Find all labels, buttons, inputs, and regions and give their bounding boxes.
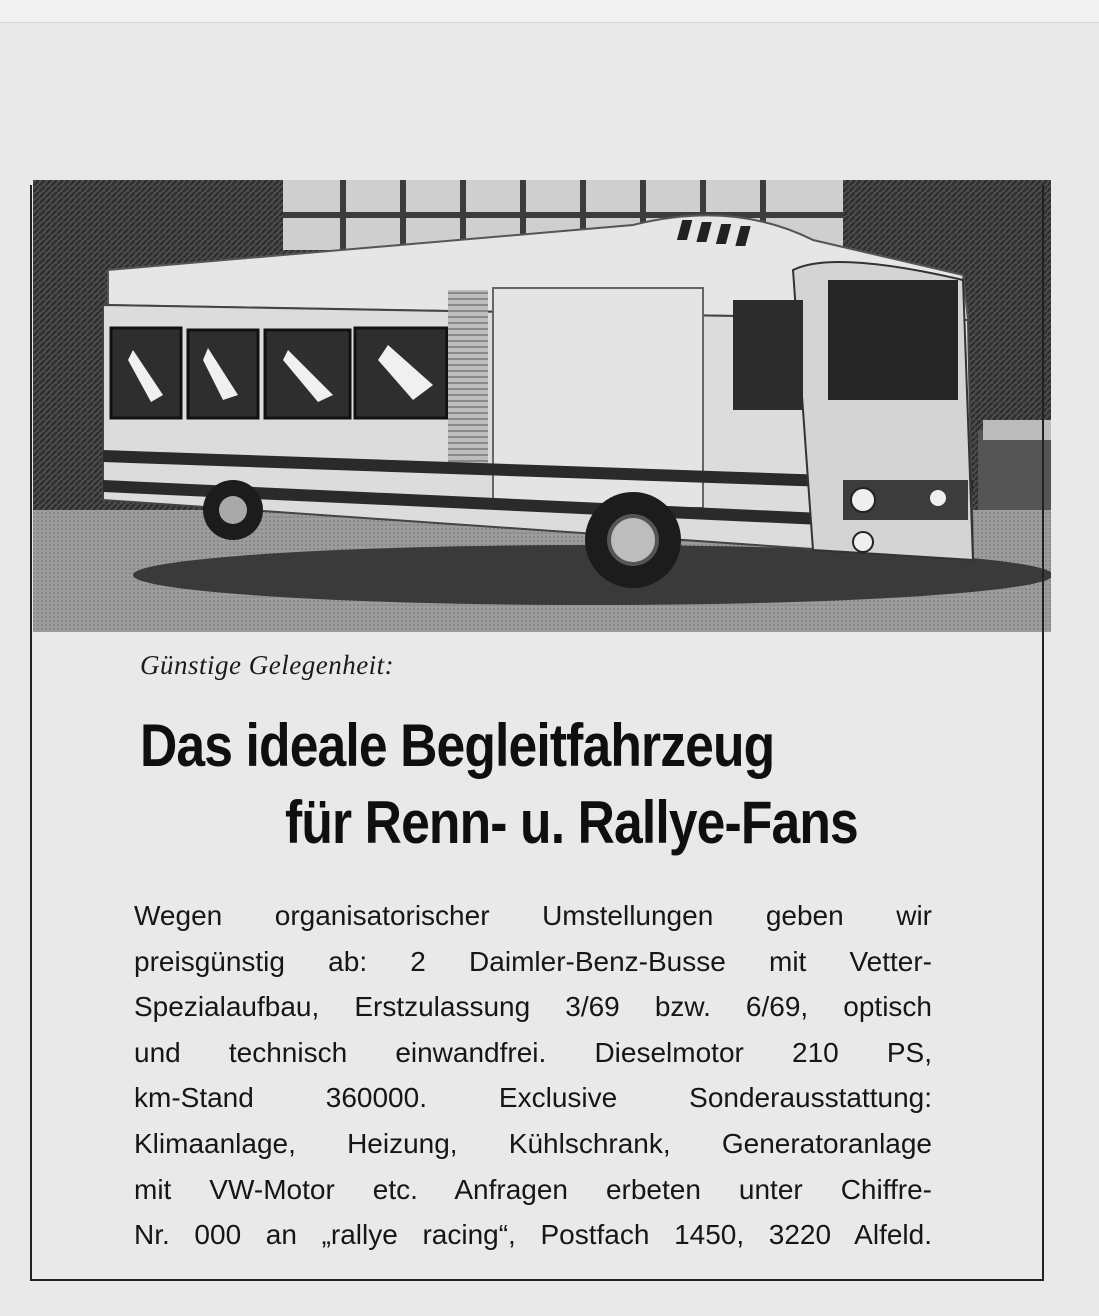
body-line: Spezialaufbau, Erstzulassung 3/69 bzw. 6/69, optisch [134,991,932,1023]
headline-line-2: für Renn- u. Rallye-Fans [285,789,858,856]
headline-line-1: Das ideale Begleitfahrzeug [140,712,775,779]
body-line: Nr. 000 an „rallye racing“, Postfach 1450, 3220 Alfeld. [134,1219,932,1251]
body-line: km-Stand 360000. Exclusive Sonderausstattung: [134,1082,932,1114]
body-line: Klimaanlage, Heizung, Kühlschrank, Generatoranlage [134,1127,932,1159]
advert-body [134,893,932,1258]
body-line: preisgünstig ab: 2 Daimler-Benz-Busse mit Vetter- [134,945,932,977]
body-line: und technisch einwandfrei. Dieselmotor 210 PS, [134,1036,932,1068]
body-line: mit VW-Motor etc. Anfragen erbeten unter Chiffre- [134,1173,932,1205]
advert-kicker: Günstige Gelegenheit: [140,650,395,680]
body-line: Wegen organisatorischer Umstellungen geben wir [134,900,932,931]
page-top-edge [0,0,1099,23]
